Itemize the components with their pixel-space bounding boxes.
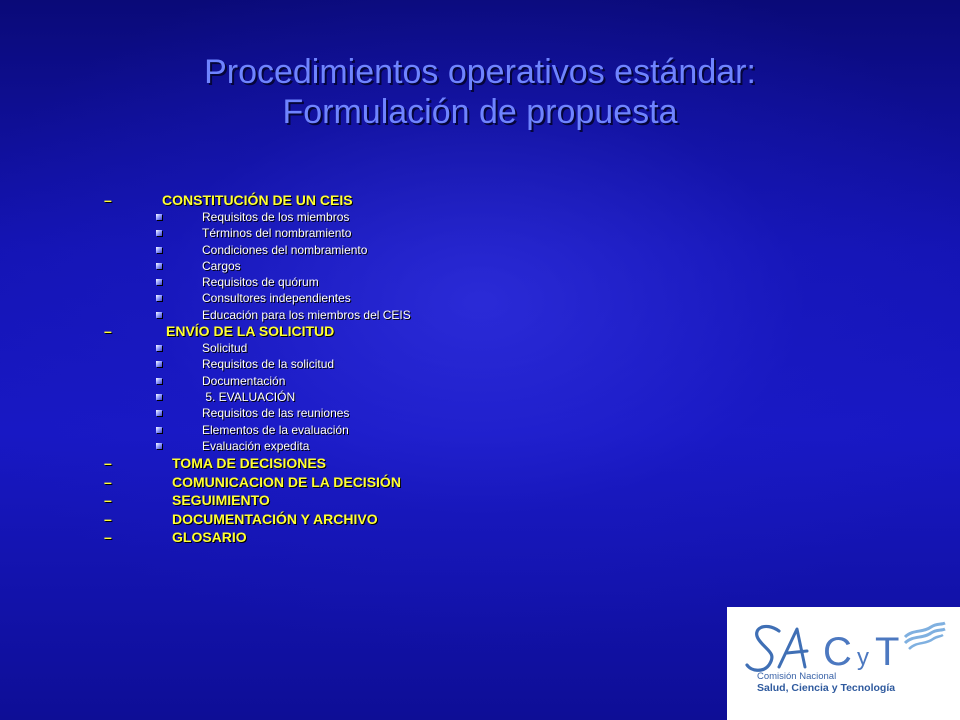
section-label: DOCUMENTACIÓN Y ARCHIVO (172, 510, 378, 527)
sacyt-logo-graphic (727, 607, 960, 720)
square-bullet-icon (156, 378, 162, 384)
dash-marker: – (104, 455, 112, 472)
square-bullet-icon (156, 214, 162, 220)
list-item (104, 438, 704, 454)
slide-title (0, 52, 960, 132)
item-label: Términos del nombramiento (202, 226, 352, 241)
section-toma-decisiones (104, 454, 704, 473)
dash-marker: – (104, 473, 112, 490)
list-item (104, 290, 704, 306)
logo-t-letter: T (875, 630, 900, 674)
section-documentacion (104, 510, 704, 529)
logo-y-letter: y (857, 644, 869, 671)
list-item (104, 225, 704, 241)
title-line-1: Procedimientos operativos estándar: (204, 53, 756, 91)
section-envio (104, 323, 704, 340)
dash-marker: – (104, 192, 112, 208)
item-label: Educación para los miembros del CEIS (202, 307, 411, 322)
dash-marker: – (104, 510, 112, 527)
square-bullet-icon (156, 443, 162, 449)
item-label: Requisitos de la solicitud (202, 357, 335, 372)
section-label: CONSTITUCIÓN DE UN CEIS (162, 192, 353, 208)
list-item (104, 405, 704, 421)
list-item (104, 258, 704, 274)
item-label: Evaluación expedita (202, 438, 310, 453)
square-bullet-icon (156, 230, 162, 236)
dash-marker: – (104, 323, 112, 340)
square-bullet-icon (156, 361, 162, 367)
square-bullet-icon (156, 427, 162, 433)
logo-s-stroke (747, 626, 779, 670)
section-label: COMUNICACION DE LA DECISIÓN (172, 473, 401, 490)
logo-a-stroke (779, 629, 807, 667)
logo-line-2: Salud, Ciencia y Tecnología (757, 682, 896, 694)
square-bullet-icon (156, 394, 162, 400)
section-label: TOMA DE DECISIONES (172, 455, 327, 472)
item-label: Condiciones del nombramiento (202, 242, 368, 257)
section-comunicacion (104, 473, 704, 492)
section-constitucion (104, 192, 704, 209)
square-bullet-icon (156, 247, 162, 253)
square-bullet-icon (156, 263, 162, 269)
section-label: GLOSARIO (172, 529, 247, 546)
dash-marker: – (104, 529, 112, 546)
list-item (104, 307, 704, 323)
item-label: Cargos (202, 258, 241, 273)
outline-list (104, 192, 704, 547)
section-label: SEGUIMIENTO (172, 492, 270, 509)
sacyt-logo (727, 607, 960, 720)
square-bullet-icon (156, 279, 162, 285)
item-label: Documentación (202, 373, 286, 388)
square-bullet-icon (156, 410, 162, 416)
list-item (104, 356, 704, 372)
square-bullet-icon (156, 345, 162, 351)
list-item (104, 389, 704, 405)
item-label: Requisitos de quórum (202, 275, 319, 290)
list-item (104, 242, 704, 258)
list-item (104, 209, 704, 225)
item-label: Solicitud (202, 341, 248, 356)
item-label: Elementos de la evaluación (202, 422, 349, 437)
square-bullet-icon (156, 295, 162, 301)
item-label: Consultores independientes (202, 291, 351, 306)
list-item (104, 340, 704, 356)
item-label: 5. EVALUACIÓN (202, 389, 296, 404)
item-label: Requisitos de las reuniones (202, 406, 350, 421)
section-glosario (104, 528, 704, 547)
logo-c-letter: C (823, 630, 852, 674)
dash-marker: – (104, 492, 112, 509)
square-bullet-icon (156, 312, 162, 318)
list-item (104, 422, 704, 438)
section-label: ENVÍO DE LA SOLICITUD (166, 323, 335, 340)
item-label: Requisitos de los miembros (202, 210, 350, 224)
title-line-2: Formulación de propuesta (282, 93, 678, 131)
section-seguimiento (104, 491, 704, 510)
logo-line-1: Comisión Nacional (757, 671, 837, 682)
list-item (104, 274, 704, 290)
list-item (104, 373, 704, 389)
